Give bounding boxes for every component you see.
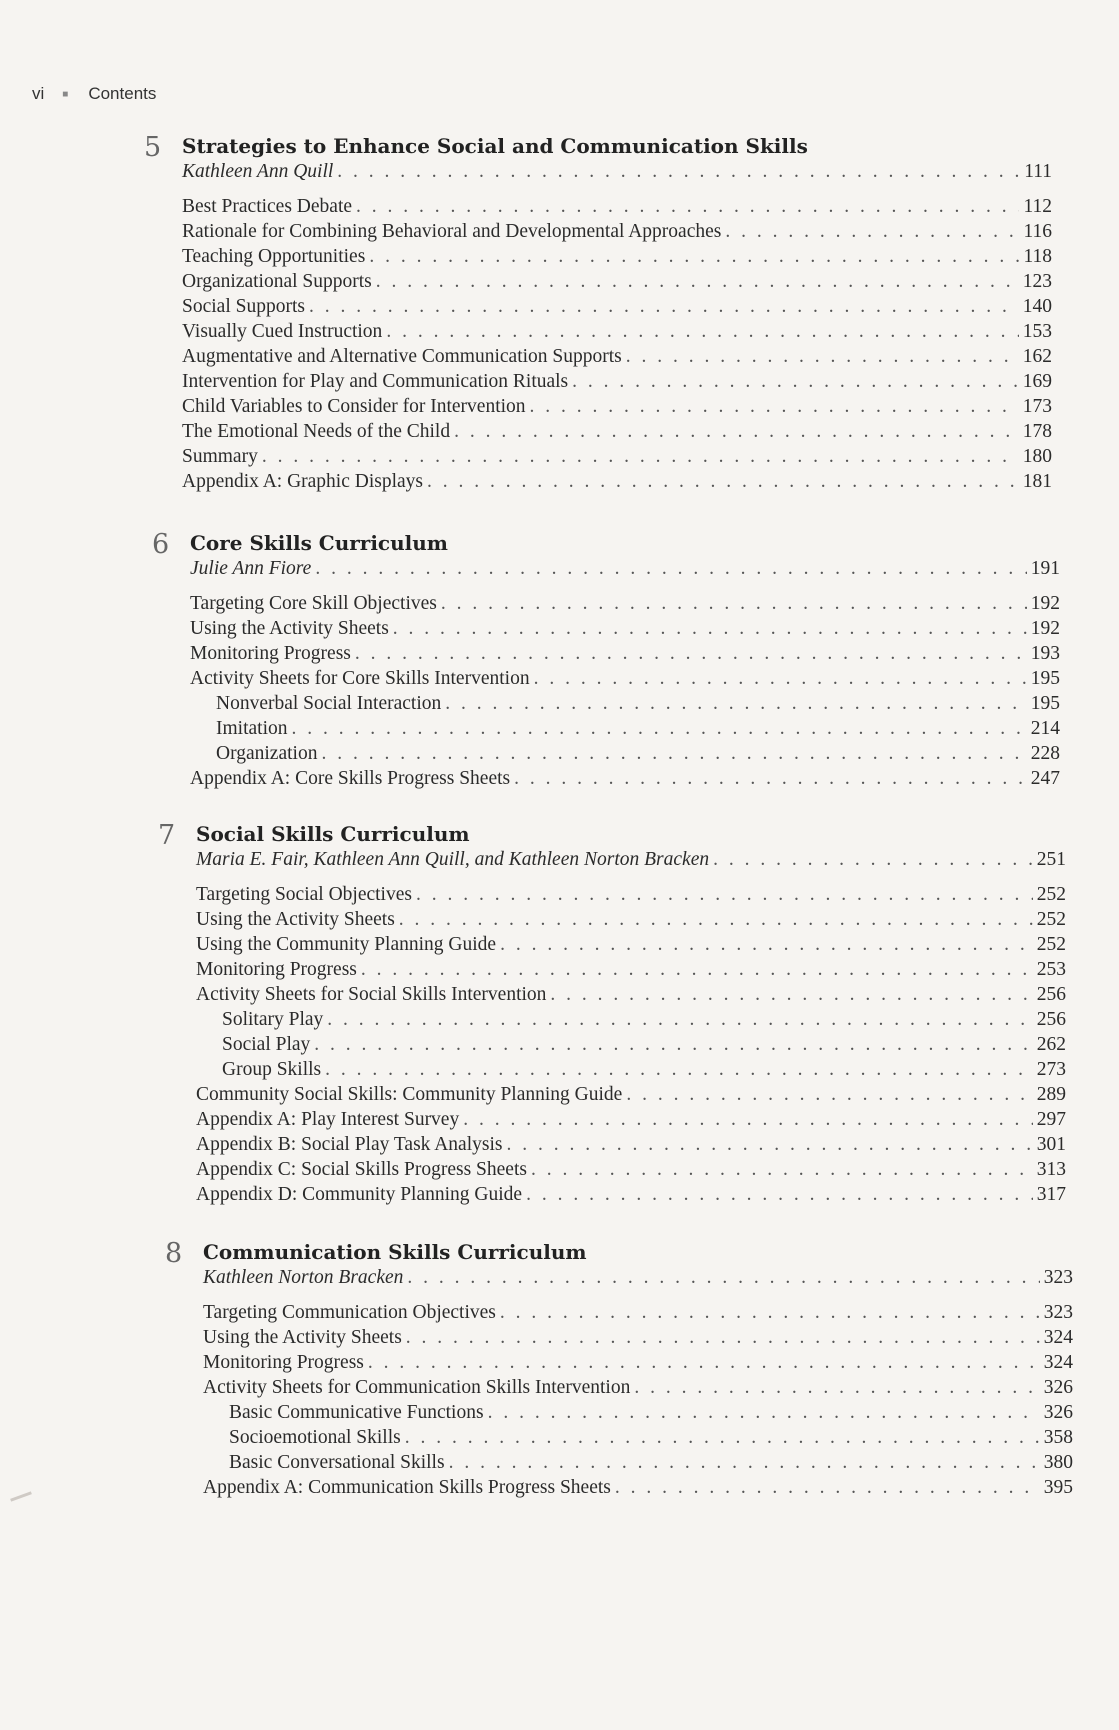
page-ref: 273 — [1036, 1059, 1066, 1080]
entry-label: Summary — [182, 446, 258, 467]
chapter-author-entry[interactable] — [182, 159, 1052, 184]
page-ref: 123 — [1022, 271, 1052, 292]
page-ref: 118 — [1023, 246, 1052, 267]
entry-label: Solitary Play — [222, 1009, 324, 1030]
entry-label: Nonverbal Social Interaction — [216, 693, 442, 714]
page-ref: 180 — [1022, 446, 1052, 467]
dot-leader — [572, 369, 1019, 394]
toc-entry[interactable] — [182, 219, 1052, 244]
page-ref: 153 — [1022, 321, 1052, 342]
entry-label: Monitoring Progress — [190, 643, 351, 664]
entry-label: Child Variables to Consider for Intervention — [182, 396, 526, 417]
entry-label: Activity Sheets for Social Skills Intervention — [196, 984, 547, 1005]
entry-label: Best Practices Debate — [182, 196, 353, 217]
toc-entry[interactable] — [182, 394, 1052, 419]
dot-leader — [445, 691, 1027, 716]
page-header — [32, 84, 156, 104]
dot-leader — [514, 766, 1027, 791]
dot-leader — [454, 419, 1019, 444]
entry-label: Visually Cued Instruction — [182, 321, 383, 342]
page-ref: 162 — [1022, 346, 1052, 367]
dot-leader — [626, 344, 1019, 369]
dot-leader — [441, 591, 1027, 616]
dot-leader — [405, 1425, 1040, 1450]
dot-leader — [309, 294, 1019, 319]
entry-label: Community Social Skills: Community Planning Guide — [196, 1084, 623, 1105]
toc-entry[interactable] — [196, 982, 1066, 1007]
dot-leader — [407, 1265, 1039, 1290]
dot-leader — [369, 244, 1019, 269]
toc-subentry[interactable] — [190, 716, 1060, 741]
page-ref: 169 — [1022, 371, 1052, 392]
dot-leader — [713, 847, 1033, 872]
chapter-author: Julie Ann Fiore — [190, 558, 312, 579]
dot-leader — [399, 907, 1033, 932]
toc-entry[interactable] — [182, 194, 1052, 219]
toc-subentry[interactable] — [203, 1450, 1073, 1475]
dot-leader — [262, 444, 1019, 469]
page-ref: 326 — [1043, 1402, 1073, 1423]
entry-label: Social Supports — [182, 296, 305, 317]
page-ref: 191 — [1030, 558, 1060, 579]
toc-subentry[interactable] — [196, 1057, 1066, 1082]
entry-label: Appendix A: Play Interest Survey — [196, 1109, 460, 1130]
page-ref: 262 — [1036, 1034, 1066, 1055]
page-ref: 323 — [1043, 1302, 1073, 1323]
page-ref: 178 — [1022, 421, 1052, 442]
entry-label: Activity Sheets for Communication Skills Intervention — [203, 1377, 631, 1398]
entry-label: Rationale for Combining Behavioral and Developmental Approaches — [182, 221, 722, 242]
page-ref: 395 — [1043, 1477, 1073, 1498]
toc-entry[interactable] — [203, 1350, 1073, 1375]
entry-label: Organizational Supports — [182, 271, 372, 292]
chapter-author: Kathleen Ann Quill — [182, 161, 334, 182]
toc-entry[interactable] — [182, 469, 1052, 494]
toc-entry[interactable] — [196, 1082, 1066, 1107]
dot-leader — [534, 666, 1027, 691]
toc-entry[interactable] — [196, 1182, 1066, 1207]
page-ref: 297 — [1036, 1109, 1066, 1130]
page-ref: 192 — [1030, 593, 1060, 614]
page-ref: 112 — [1023, 196, 1052, 217]
page-ref: 252 — [1036, 909, 1066, 930]
page-ref: 251 — [1036, 849, 1066, 870]
entry-label: Monitoring Progress — [196, 959, 357, 980]
page-ref: 195 — [1030, 693, 1060, 714]
toc-entry[interactable] — [196, 957, 1066, 982]
page-ref: 380 — [1043, 1452, 1073, 1473]
toc-entry[interactable] — [182, 319, 1052, 344]
toc-subentry[interactable] — [196, 1007, 1066, 1032]
entry-label: Activity Sheets for Core Skills Intervention — [190, 668, 530, 689]
entry-label: Basic Conversational Skills — [229, 1452, 445, 1473]
chapter-title: Communication Skills Curriculum — [203, 1240, 587, 1264]
dot-leader — [355, 641, 1027, 666]
page-ref: 173 — [1022, 396, 1052, 417]
dot-leader — [416, 882, 1033, 907]
dot-leader — [325, 1057, 1033, 1082]
toc-entry[interactable] — [196, 932, 1066, 957]
entry-label: Appendix B: Social Play Task Analysis — [196, 1134, 503, 1155]
dot-leader — [506, 1132, 1032, 1157]
entry-label: Targeting Communication Objectives — [203, 1302, 496, 1323]
toc-entry[interactable] — [196, 1107, 1066, 1132]
entry-label: Appendix A: Communication Skills Progress Sheets — [203, 1477, 611, 1498]
page-ref: 313 — [1036, 1159, 1066, 1180]
page-ref: 358 — [1043, 1427, 1073, 1448]
running-head: Contents — [88, 84, 157, 103]
chapter-number: 6 — [152, 529, 170, 560]
dot-leader — [530, 394, 1019, 419]
toc-entry[interactable] — [196, 1157, 1066, 1182]
toc-entry[interactable] — [182, 294, 1052, 319]
toc-entry[interactable] — [190, 591, 1060, 616]
chapter-author: Kathleen Norton Bracken — [203, 1267, 404, 1288]
chapter-author: Maria E. Fair, Kathleen Ann Quill, and Kathleen Norton Bracken — [196, 849, 710, 870]
toc-entry[interactable] — [196, 907, 1066, 932]
page-ref: 252 — [1036, 884, 1066, 905]
toc-subentry[interactable] — [203, 1425, 1073, 1450]
toc-subentry[interactable] — [190, 741, 1060, 766]
chapter-author-entry[interactable] — [196, 847, 1066, 872]
dot-leader — [531, 1157, 1033, 1182]
entry-label: Imitation — [216, 718, 288, 739]
toc-entry[interactable] — [203, 1325, 1073, 1350]
dot-leader — [368, 1350, 1040, 1375]
dot-leader — [463, 1107, 1033, 1132]
toc-subentry[interactable] — [196, 1032, 1066, 1057]
dot-leader — [327, 1007, 1032, 1032]
dot-leader — [626, 1082, 1032, 1107]
toc-entry[interactable] — [203, 1300, 1073, 1325]
toc-entry[interactable] — [182, 419, 1052, 444]
toc-entry[interactable] — [190, 666, 1060, 691]
dot-leader — [315, 556, 1026, 581]
dot-leader — [500, 1300, 1040, 1325]
page-ref: 323 — [1043, 1267, 1073, 1288]
entry-label: Socioemotional Skills — [229, 1427, 401, 1448]
dot-leader — [337, 159, 1020, 184]
square-bullet-icon: ■ — [62, 88, 69, 100]
dot-leader — [361, 957, 1033, 982]
chapter-6 — [152, 529, 1060, 791]
dot-leader — [393, 616, 1027, 641]
dot-leader — [386, 319, 1018, 344]
entry-label: Augmentative and Alternative Communication Supports — [182, 346, 622, 367]
chapter-7 — [158, 820, 1066, 1207]
dot-leader — [550, 982, 1032, 1007]
chapter-author-entry[interactable] — [190, 556, 1060, 581]
dot-leader — [634, 1375, 1039, 1400]
chapter-8 — [165, 1238, 1073, 1500]
page-number: vi — [32, 84, 45, 103]
toc-entry[interactable] — [182, 369, 1052, 394]
dot-leader — [615, 1475, 1040, 1500]
entry-label: Organization — [216, 743, 318, 764]
toc-entry[interactable] — [182, 269, 1052, 294]
page-ref: 326 — [1043, 1377, 1073, 1398]
page-ref: 192 — [1030, 618, 1060, 639]
toc-entry[interactable] — [203, 1375, 1073, 1400]
entry-label: Using the Activity Sheets — [190, 618, 389, 639]
chapter-number: 5 — [144, 132, 162, 163]
toc-entry[interactable] — [190, 641, 1060, 666]
dot-leader — [725, 219, 1019, 244]
page-ref: 289 — [1036, 1084, 1066, 1105]
chapter-title: Social Skills Curriculum — [196, 822, 470, 846]
scan-artifact — [10, 1491, 32, 1501]
entry-label: Using the Activity Sheets — [196, 909, 395, 930]
page-ref: 116 — [1023, 221, 1052, 242]
chapter-title: Core Skills Curriculum — [190, 531, 448, 555]
toc-entry[interactable] — [196, 1132, 1066, 1157]
entry-label: Using the Community Planning Guide — [196, 934, 497, 955]
page-ref: 247 — [1030, 768, 1060, 789]
toc-subentry[interactable] — [203, 1400, 1073, 1425]
page-ref: 256 — [1036, 984, 1066, 1005]
dot-leader — [314, 1032, 1032, 1057]
dot-leader — [376, 269, 1019, 294]
chapter-number: 7 — [158, 820, 176, 851]
page-ref: 140 — [1022, 296, 1052, 317]
entry-label: Appendix A: Graphic Displays — [182, 471, 424, 492]
toc-entry[interactable] — [203, 1475, 1073, 1500]
page-ref: 301 — [1036, 1134, 1066, 1155]
toc-subentry[interactable] — [190, 691, 1060, 716]
entry-label: Using the Activity Sheets — [203, 1327, 402, 1348]
chapter-title: Strategies to Enhance Social and Communication Skills — [182, 134, 808, 158]
entry-label: Basic Communicative Functions — [229, 1402, 484, 1423]
dot-leader — [427, 469, 1019, 494]
dot-leader — [488, 1400, 1040, 1425]
toc-entry[interactable] — [196, 882, 1066, 907]
entry-label: Targeting Core Skill Objectives — [190, 593, 437, 614]
dot-leader — [321, 741, 1026, 766]
entry-label: Targeting Social Objectives — [196, 884, 412, 905]
chapter-number: 8 — [165, 1238, 183, 1269]
toc-entry[interactable] — [182, 244, 1052, 269]
page-ref: 181 — [1022, 471, 1052, 492]
dot-leader — [449, 1450, 1040, 1475]
page-ref: 228 — [1030, 743, 1060, 764]
page-ref: 193 — [1030, 643, 1060, 664]
entry-label: Intervention for Play and Communication Rituals — [182, 371, 569, 392]
dot-leader — [356, 194, 1019, 219]
toc-entry[interactable] — [182, 444, 1052, 469]
chapter-5 — [144, 132, 1052, 494]
entry-label: Group Skills — [222, 1059, 322, 1080]
page-ref: 253 — [1036, 959, 1066, 980]
page-ref: 317 — [1036, 1184, 1066, 1205]
entry-label: Appendix A: Core Skills Progress Sheets — [190, 768, 511, 789]
page-ref: 252 — [1036, 934, 1066, 955]
dot-leader — [406, 1325, 1040, 1350]
chapter-author-entry[interactable] — [203, 1265, 1073, 1290]
page-ref: 111 — [1024, 161, 1052, 182]
page-ref: 324 — [1043, 1327, 1073, 1348]
toc-entry[interactable] — [182, 344, 1052, 369]
page-ref: 214 — [1030, 718, 1060, 739]
dot-leader — [526, 1182, 1033, 1207]
dot-leader — [500, 932, 1033, 957]
entry-label: Appendix C: Social Skills Progress Sheets — [196, 1159, 527, 1180]
entry-label: The Emotional Needs of the Child — [182, 421, 451, 442]
entry-label: Social Play — [222, 1034, 311, 1055]
entry-label: Monitoring Progress — [203, 1352, 364, 1373]
entry-label: Teaching Opportunities — [182, 246, 366, 267]
entry-label: Appendix D: Community Planning Guide — [196, 1184, 523, 1205]
dot-leader — [292, 716, 1027, 741]
page-ref: 256 — [1036, 1009, 1066, 1030]
page-ref: 324 — [1043, 1352, 1073, 1373]
toc-entry[interactable] — [190, 616, 1060, 641]
toc-entry[interactable] — [190, 766, 1060, 791]
page-ref: 195 — [1030, 668, 1060, 689]
